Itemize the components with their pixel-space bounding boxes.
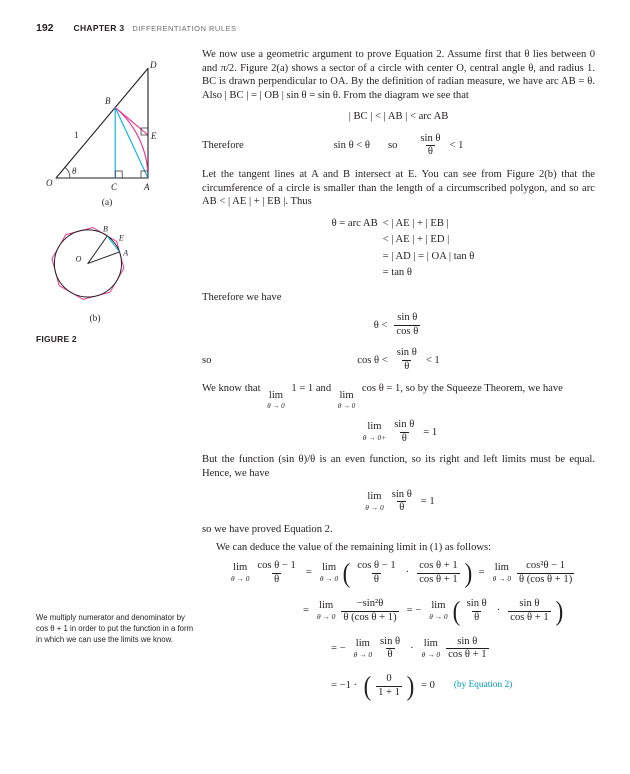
fraction-denominator: θ — [399, 502, 405, 514]
equation-text: sin θ < θ — [333, 140, 370, 152]
fraction-cos-minus-1 — [355, 560, 397, 586]
cdot-sign: · — [405, 567, 410, 579]
fraction-numerator: sin θ — [394, 419, 415, 431]
fraction-denominator: θ (cos θ + 1) — [519, 573, 573, 585]
fraction-denominator: cos θ + 1 — [448, 649, 487, 661]
fraction-numerator: cos θ + 1 — [419, 560, 458, 572]
limit-operator — [231, 562, 249, 584]
angle-theta-arc — [65, 167, 70, 178]
figure-2a-diagram — [46, 50, 168, 196]
derivation-block — [202, 557, 595, 701]
paragraph-tangent-lines: Let the tangent lines at A and B intersect at E. You can see from Figure 2(b) that the circumference of a circle is smaller than the length of a circumscribed polygon, and so arc AB < | AE | + | EB |. Thus — [202, 168, 595, 208]
chapter-label: CHAPTER 3 — [73, 23, 125, 33]
fraction-denominator: θ — [387, 649, 393, 661]
fraction-sin-over-cos-plus-1 — [446, 636, 488, 662]
fraction-zero — [376, 673, 402, 699]
equals-zero-sign: = 0 — [420, 680, 435, 692]
equation-text: = 1 — [420, 495, 435, 507]
lim-subscript: θ → 0 — [421, 649, 441, 659]
lim-subscript: θ → 0 — [353, 649, 373, 659]
equation-theta-lt-tan — [202, 312, 595, 338]
fraction-denominator: θ — [404, 360, 410, 372]
figure-2a-sublabel: (a) — [101, 198, 113, 208]
derivation-line-2 — [298, 595, 595, 626]
derivation-line-4 — [326, 670, 595, 701]
equation-text: < 1 — [449, 140, 464, 152]
paragraph-geometric-argument: We now use a geometric argument to prove Equation 2. Assume first that θ lies between 0 and π/2. Figure 2(a) shows a sector of a circle with center O, central angle θ, and radius 1. BC is drawn perpendicular to OA. By the definition of radian measure, we have arc AB = θ. Also | BC | = | OB | sin θ = sin θ. From the diagram we see that — [202, 49, 595, 101]
figure-2b-sublabel: (b) — [89, 314, 101, 324]
fraction-sin-theta — [395, 347, 419, 373]
point-label-C: C — [111, 182, 118, 192]
point-label-O: O — [75, 254, 82, 264]
point-label-A: A — [144, 182, 150, 192]
lim-word: lim — [355, 637, 370, 649]
lim-subscript: θ → 0 — [492, 574, 512, 584]
close-paren: ) — [555, 595, 564, 626]
lim-word: lim — [233, 562, 248, 574]
lim-subscript: θ → 0+ — [362, 433, 387, 443]
main-text-column — [202, 48, 595, 711]
fraction-cos-plus-1 — [417, 560, 459, 586]
lim-subscript: θ → 0 — [365, 502, 384, 512]
fraction-numerator: sin θ — [420, 132, 441, 144]
figure-caption: FIGURE 2 — [36, 334, 77, 344]
equals-neg-one-sign: = −1 · — [331, 680, 358, 692]
point-label-A: A — [123, 248, 129, 258]
lim-subscript: θ → 0 — [231, 574, 250, 584]
cdot-sign: · — [410, 642, 414, 654]
fraction-numerator: sin θ — [380, 635, 401, 647]
lim-word: lim — [319, 600, 334, 612]
text-run: We know that — [202, 383, 261, 395]
fraction-numerator: sin θ — [397, 312, 418, 324]
equation-therefore — [202, 132, 595, 160]
equation-text: θ < — [373, 319, 388, 331]
page-number: 192 — [36, 22, 54, 34]
chapter-title: DIFFERENTIATION RULES — [132, 24, 237, 33]
limit-operator — [429, 600, 447, 622]
lim-word: lim — [423, 637, 438, 649]
fraction-denominator: θ — [274, 573, 280, 585]
equation-label-so: so — [202, 354, 212, 366]
limit-operator — [320, 562, 338, 584]
lim-word: lim — [431, 600, 446, 612]
equation-reference-note: (by Equation 2) — [453, 680, 513, 691]
lim-subscript: θ → 0 — [316, 612, 336, 622]
fraction-cos-squared — [517, 560, 574, 586]
limit-operator — [317, 600, 335, 622]
limit-operator — [493, 562, 511, 584]
chain-line — [323, 249, 475, 266]
derivation-line-1 — [228, 557, 595, 588]
close-paren: ) — [406, 670, 415, 701]
equation-so — [202, 346, 595, 374]
open-paren: ( — [363, 670, 372, 701]
paragraph-therefore-we-have: Therefore we have — [202, 291, 282, 303]
equals-minus-sign: = − — [406, 605, 422, 617]
close-paren: ) — [464, 557, 472, 588]
fraction-numerator: cos²θ − 1 — [526, 560, 566, 572]
fraction-sin-over-cos-plus-1 — [508, 598, 550, 624]
lim-subscript: θ → 0 — [267, 402, 285, 411]
fraction-denominator: θ — [373, 573, 379, 585]
chain-rhs: = | AD | = | OA | tan θ — [382, 250, 475, 262]
fraction-sin-cos — [394, 312, 420, 338]
fraction-denominator: 1 + 1 — [378, 686, 400, 698]
fraction-denominator: cos θ + 1 — [419, 573, 458, 585]
equation-text: < 1 — [425, 354, 440, 366]
fraction-numerator: cos θ − 1 — [357, 560, 396, 572]
radius-oa — [88, 252, 120, 263]
paragraph-even-function: But the function (sin θ)/θ is an even function, so its right and left limits must be equal. Hence, we have — [202, 454, 595, 479]
lim-word: lim — [367, 421, 382, 433]
limit-operator — [363, 421, 386, 443]
equation-limit-right — [202, 419, 595, 445]
equation-label-therefore: Therefore — [202, 140, 244, 152]
point-label-D: D — [150, 60, 157, 70]
lim-subscript: θ → 0 — [337, 402, 356, 411]
fraction-numerator: sin θ — [391, 488, 412, 500]
page-header — [36, 22, 237, 34]
chain-lhs: θ = arc AB — [331, 217, 378, 229]
paragraph-deduce: We can deduce the value of the remaining limit in (1) as follows: — [216, 542, 492, 554]
equation-bc-ab-arc — [202, 110, 595, 124]
equation-limit-both — [202, 489, 595, 515]
chord-ab — [115, 108, 148, 179]
fraction-denominator: θ — [427, 146, 433, 158]
fraction-numerator: sin θ — [466, 598, 487, 610]
limit-operator — [354, 638, 372, 660]
chain-rhs: = tan θ — [382, 267, 412, 279]
equation-text: cos θ < — [357, 354, 388, 366]
chain-line — [323, 216, 475, 233]
paragraph-proved: so we have proved Equation 2. — [202, 523, 333, 535]
fraction-sin-theta — [418, 133, 442, 159]
fraction-denominator: θ — [474, 611, 480, 623]
margin-note: We multiply numerator and denominator by cos θ + 1 in order to put the function in a form in which we can use the limits we know. — [36, 613, 194, 644]
fraction-denominator: cos θ — [396, 325, 419, 337]
fraction-numerator: 0 — [386, 673, 392, 685]
fraction-denominator: θ (cos θ + 1) — [343, 611, 397, 623]
angle-label: θ — [72, 166, 77, 176]
limit-operator — [267, 391, 284, 411]
lim-word: lim — [367, 490, 382, 502]
text-run: 1 = 1 and — [291, 383, 332, 395]
fraction-sin-theta — [390, 489, 414, 515]
point-label-E: E — [151, 131, 157, 141]
fraction-denominator: cos θ + 1 — [510, 611, 549, 623]
fraction-numerator: sin θ — [457, 635, 478, 647]
text-run: cos θ = 1, so by the Squeeze Theorem, we have — [361, 383, 563, 395]
fraction-sin-theta — [392, 419, 416, 445]
point-label-E: E — [118, 233, 124, 243]
cdot-sign: · — [496, 605, 501, 617]
limit-operator — [422, 638, 440, 660]
fraction-denominator: θ — [401, 432, 407, 444]
right-angle-mark-c — [115, 171, 122, 178]
fraction-sin-theta — [465, 598, 489, 624]
tangent-be — [115, 108, 148, 136]
chain-rhs: < | AE | + | EB | — [382, 217, 449, 229]
equals-sign: = — [305, 567, 312, 579]
fraction-sin-theta — [378, 636, 402, 662]
connector-so: so — [388, 140, 398, 152]
fraction-numerator: −sin²θ — [356, 598, 384, 610]
equals-minus-sign: = − — [331, 642, 346, 654]
point-label-B: B — [102, 224, 108, 234]
figure-2b-diagram — [42, 212, 148, 314]
lim-subscript: θ → 0 — [429, 612, 448, 622]
fraction-cos-minus-1 — [255, 560, 297, 586]
point-label-B: B — [105, 96, 111, 106]
derivation-line-3 — [326, 636, 595, 662]
lim-word: lim — [494, 562, 509, 574]
open-paren: ( — [342, 557, 351, 588]
equation-text: = 1 — [423, 426, 438, 438]
lim-subscript: θ → 0 — [319, 574, 339, 584]
chain-rhs: < | AE | + | ED | — [382, 234, 450, 246]
radius-ob — [88, 236, 107, 263]
equals-sign: = — [303, 605, 309, 617]
lim-word: lim — [339, 390, 354, 402]
limit-operator — [338, 391, 355, 411]
fraction-numerator: cos θ − 1 — [257, 560, 296, 572]
fraction-numerator: sin θ — [396, 347, 417, 359]
equation-text: | BC | < | AB | < arc AB — [348, 111, 449, 123]
open-paren: ( — [452, 595, 460, 626]
limit-operator — [365, 491, 383, 513]
chain-line — [323, 265, 475, 282]
lim-word: lim — [268, 390, 284, 402]
chain-line — [323, 232, 475, 249]
equals-sign: = — [478, 567, 485, 579]
paragraph-squeeze-theorem — [202, 382, 595, 411]
equation-chain — [323, 216, 475, 282]
point-label-O: O — [46, 178, 53, 188]
fraction-numerator: sin θ — [519, 598, 540, 610]
fraction-neg-sin-squared — [341, 598, 398, 624]
radius-label: 1 — [74, 130, 79, 140]
lim-word: lim — [321, 562, 337, 574]
